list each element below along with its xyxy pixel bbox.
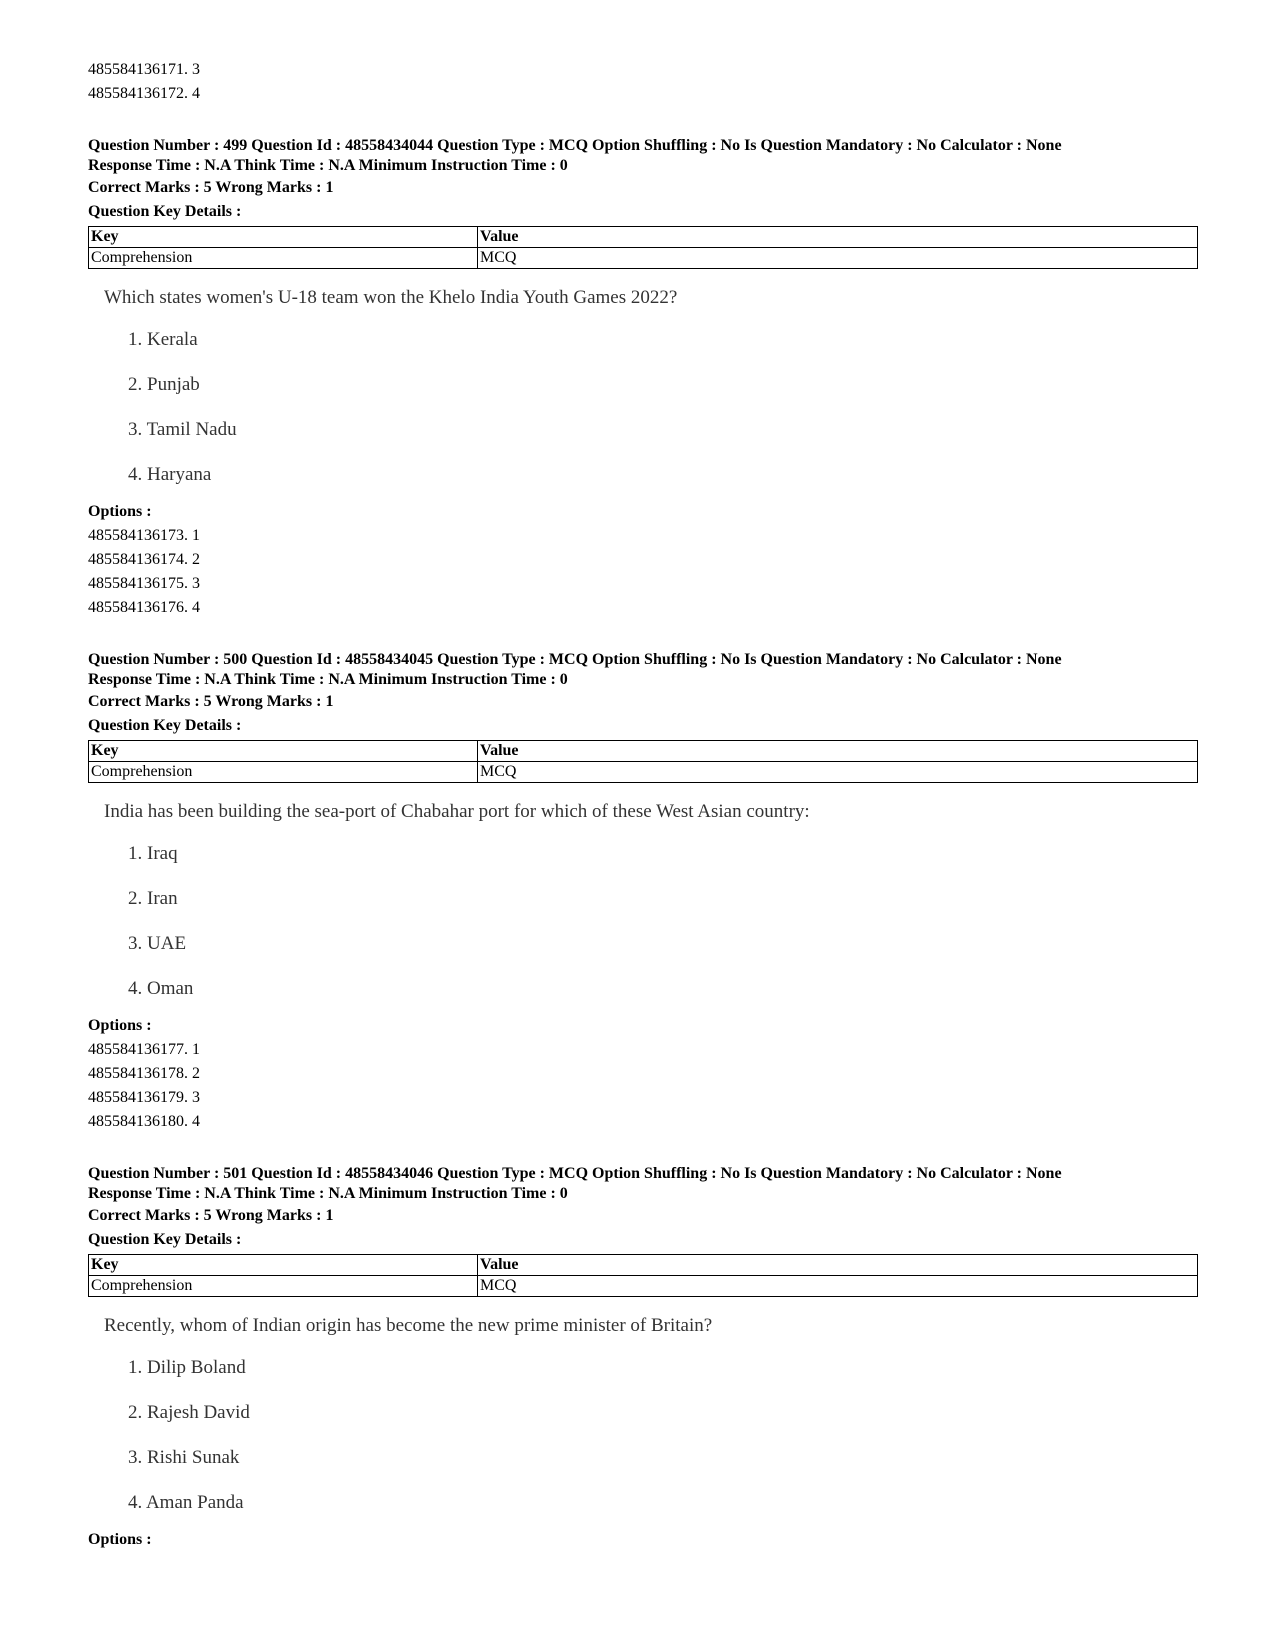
- question-text: Recently, whom of Indian origin has become the new prime minister of Britain?: [104, 1315, 713, 1336]
- table-cell-value: MCQ: [478, 1276, 1198, 1297]
- option-id-line: 485584136172. 4: [88, 85, 200, 102]
- question-meta-line: Question Number : 500 Question Id : 48558434045 Question Type : MCQ Option Shuffling : No Is Question Mandatory : No Calculator : None: [88, 651, 1062, 668]
- answer-choice: 1. Dilip Boland: [128, 1357, 246, 1378]
- table-cell-key: Comprehension: [89, 1276, 478, 1297]
- question-meta-line: Question Number : 499 Question Id : 48558434044 Question Type : MCQ Option Shuffling : No Is Question Mandatory : No Calculator : None: [88, 137, 1062, 154]
- key-details-table: [88, 1254, 1198, 1297]
- question-marks: Correct Marks : 5 Wrong Marks : 1: [88, 693, 334, 710]
- question-text: Which states women's U-18 team won the Khelo India Youth Games 2022?: [104, 287, 678, 308]
- answer-choice: 4. Aman Panda: [128, 1492, 244, 1513]
- table-header-value: Value: [478, 1255, 1198, 1276]
- answer-choice: 1. Iraq: [128, 843, 178, 864]
- options-list: [88, 1038, 1200, 1134]
- question-meta-line: Question Number : 501 Question Id : 48558434046 Question Type : MCQ Option Shuffling : No Is Question Mandatory : No Calculator : None: [88, 1165, 1062, 1182]
- key-details-table: [88, 740, 1198, 783]
- option-id-line: 485584136178. 2: [88, 1065, 200, 1082]
- options-label: Options :: [88, 503, 152, 520]
- question-block-500: [88, 650, 1200, 1134]
- answer-choice: 4. Oman: [128, 978, 194, 999]
- option-id-line: 485584136176. 4: [88, 599, 200, 616]
- table-header-key: Key: [89, 227, 478, 248]
- answer-choice: 2. Rajesh David: [128, 1402, 250, 1423]
- question-block-499: [88, 136, 1200, 620]
- table-cell-key: Comprehension: [89, 762, 478, 783]
- question-text: India has been building the sea-port of Chabahar port for which of these West Asian country:: [104, 801, 810, 822]
- table-cell-value: MCQ: [478, 248, 1198, 269]
- option-id-line: 485584136174. 2: [88, 551, 200, 568]
- question-marks: Correct Marks : 5 Wrong Marks : 1: [88, 1207, 334, 1224]
- question-timing-line: Response Time : N.A Think Time : N.A Minimum Instruction Time : 0: [88, 157, 568, 174]
- options-label: Options :: [88, 1531, 152, 1548]
- key-details-label: Question Key Details :: [88, 717, 242, 734]
- option-id-line: 485584136173. 1: [88, 527, 200, 544]
- answer-choices: [128, 1357, 1200, 1514]
- answer-choice: 4. Haryana: [128, 464, 212, 485]
- table-header-key: Key: [89, 741, 478, 762]
- option-id-line: 485584136180. 4: [88, 1113, 200, 1130]
- options-label: Options :: [88, 1017, 152, 1034]
- answer-choices: [128, 329, 1200, 486]
- answer-choice: 3. Rishi Sunak: [128, 1447, 240, 1468]
- options-list: [88, 524, 1200, 620]
- option-id-line: 485584136175. 3: [88, 575, 200, 592]
- answer-choice: 2. Iran: [128, 888, 178, 909]
- key-details-table: [88, 226, 1198, 269]
- table-header-value: Value: [478, 741, 1198, 762]
- top-options-list: [88, 58, 1200, 106]
- table-header-key: Key: [89, 1255, 478, 1276]
- table-header-value: Value: [478, 227, 1198, 248]
- option-id-line: 485584136179. 3: [88, 1089, 200, 1106]
- question-marks: Correct Marks : 5 Wrong Marks : 1: [88, 179, 334, 196]
- table-cell-key: Comprehension: [89, 248, 478, 269]
- option-id-line: 485584136171. 3: [88, 61, 200, 78]
- answer-choice: 2. Punjab: [128, 374, 200, 395]
- answer-choice: 3. UAE: [128, 933, 187, 954]
- question-timing-line: Response Time : N.A Think Time : N.A Minimum Instruction Time : 0: [88, 1185, 568, 1202]
- answer-choice: 1. Kerala: [128, 329, 198, 350]
- option-id-line: 485584136177. 1: [88, 1041, 200, 1058]
- answer-choice: 3. Tamil Nadu: [128, 419, 237, 440]
- answer-choices: [128, 843, 1200, 1000]
- document-page: [88, 58, 1200, 1552]
- question-timing-line: Response Time : N.A Think Time : N.A Minimum Instruction Time : 0: [88, 671, 568, 688]
- question-block-501: [88, 1164, 1200, 1552]
- key-details-label: Question Key Details :: [88, 203, 242, 220]
- key-details-label: Question Key Details :: [88, 1231, 242, 1248]
- table-cell-value: MCQ: [478, 762, 1198, 783]
